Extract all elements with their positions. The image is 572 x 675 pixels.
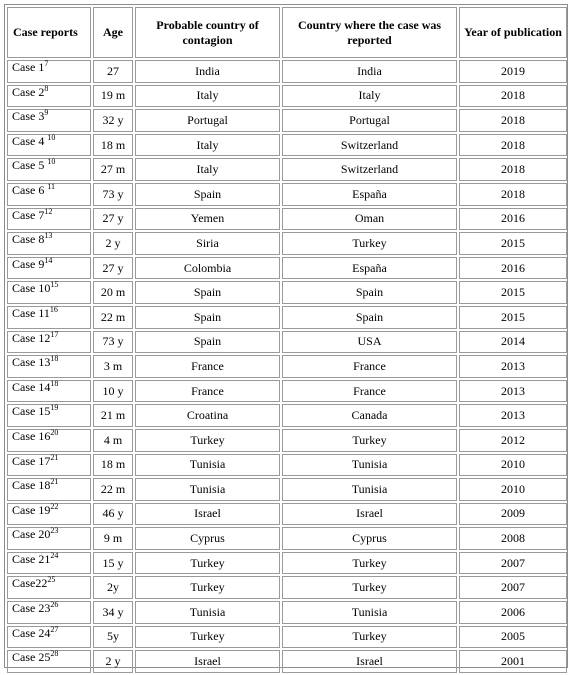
case-cell (7, 404, 91, 427)
contagion-country-cell: Italy (135, 158, 280, 181)
age-cell: 32 y (93, 109, 133, 132)
reported-country-cell: España (282, 183, 457, 206)
year-cell: 2018 (459, 134, 567, 157)
case-cell (7, 134, 91, 157)
reference-superscript: 18 (50, 378, 59, 388)
age-cell: 27 y (93, 257, 133, 280)
reported-country-cell: France (282, 380, 457, 403)
year-cell: 2014 (459, 331, 567, 354)
table-row (7, 208, 567, 231)
reference-superscript: 15 (50, 280, 59, 290)
contagion-country-cell: Turkey (135, 552, 280, 575)
contagion-country-cell: Spain (135, 183, 280, 206)
case-reports-table-frame (4, 4, 568, 668)
table-row (7, 380, 567, 403)
reference-superscript: 11 (47, 181, 56, 191)
year-cell: 2007 (459, 576, 567, 599)
case-label: Case 14 (12, 379, 51, 394)
reference-superscript: 14 (44, 255, 53, 265)
table-row (7, 355, 567, 378)
reference-superscript: 18 (50, 354, 59, 364)
table-row (7, 158, 567, 181)
header-year: Year of publication (459, 7, 567, 58)
case-cell (7, 626, 91, 649)
reference-superscript: 12 (44, 206, 53, 216)
year-cell: 2015 (459, 281, 567, 304)
year-cell: 2007 (459, 552, 567, 575)
table-row (7, 60, 567, 83)
reference-superscript: 8 (44, 83, 49, 93)
contagion-country-cell: Turkey (135, 576, 280, 599)
age-cell: 2y (93, 576, 133, 599)
contagion-country-cell: Spain (135, 306, 280, 329)
case-cell (7, 527, 91, 550)
year-cell: 2016 (459, 208, 567, 231)
case-label: Case 24 (12, 625, 51, 640)
year-cell: 2015 (459, 232, 567, 255)
case-cell (7, 257, 91, 280)
case-label: Case 25 (12, 650, 51, 665)
contagion-country-cell: Italy (135, 85, 280, 108)
case-cell (7, 576, 91, 599)
case-label: Case 8 (12, 232, 45, 247)
year-cell: 2010 (459, 454, 567, 477)
case-cell (7, 306, 91, 329)
case-cell (7, 208, 91, 231)
reference-superscript: 22 (50, 501, 59, 511)
case-label: Case 19 (12, 502, 51, 517)
reference-superscript: 10 (47, 132, 56, 142)
table-row (7, 85, 567, 108)
year-cell: 2010 (459, 478, 567, 501)
reported-country-cell: Oman (282, 208, 457, 231)
age-cell: 46 y (93, 503, 133, 526)
case-label: Case 13 (12, 355, 51, 370)
reported-country-cell: Israel (282, 650, 457, 673)
reference-superscript: 28 (50, 649, 59, 659)
age-cell: 34 y (93, 601, 133, 624)
contagion-country-cell: Tunisia (135, 601, 280, 624)
table-row (7, 281, 567, 304)
contagion-country-cell: Italy (135, 134, 280, 157)
contagion-country-cell: France (135, 380, 280, 403)
reference-superscript: 26 (50, 600, 59, 610)
year-cell: 2018 (459, 158, 567, 181)
case-label: Case 12 (12, 330, 51, 345)
year-cell: 2001 (459, 650, 567, 673)
reference-superscript: 21 (50, 477, 59, 487)
reported-country-cell: Portugal (282, 109, 457, 132)
table-row (7, 478, 567, 501)
year-cell: 2016 (459, 257, 567, 280)
case-cell (7, 478, 91, 501)
age-cell: 73 y (93, 183, 133, 206)
case-label: Case 4 (12, 133, 48, 148)
reported-country-cell: France (282, 355, 457, 378)
year-cell: 2018 (459, 183, 567, 206)
table-row (7, 331, 567, 354)
age-cell: 27 y (93, 208, 133, 231)
age-cell: 5y (93, 626, 133, 649)
case-label: Case22 (12, 576, 48, 591)
contagion-country-cell: Israel (135, 503, 280, 526)
table-row (7, 650, 567, 673)
year-cell: 2019 (459, 60, 567, 83)
age-cell: 9 m (93, 527, 133, 550)
reported-country-cell: USA (282, 331, 457, 354)
table-row (7, 527, 567, 550)
table-row (7, 503, 567, 526)
reference-superscript: 25 (47, 575, 56, 585)
reported-country-cell: Tunisia (282, 478, 457, 501)
reported-country-cell: Israel (282, 503, 457, 526)
table-row (7, 429, 567, 452)
contagion-country-cell: Spain (135, 331, 280, 354)
case-cell (7, 355, 91, 378)
case-label: Case 10 (12, 281, 51, 296)
case-cell (7, 503, 91, 526)
case-label: Case 6 (12, 182, 48, 197)
contagion-country-cell: Turkey (135, 626, 280, 649)
reported-country-cell: Turkey (282, 576, 457, 599)
table-row (7, 232, 567, 255)
reported-country-cell: España (282, 257, 457, 280)
reported-country-cell: Canada (282, 404, 457, 427)
table-row (7, 626, 567, 649)
year-cell: 2015 (459, 306, 567, 329)
age-cell: 15 y (93, 552, 133, 575)
table-body (7, 60, 567, 673)
contagion-country-cell: Croatina (135, 404, 280, 427)
case-label: Case 11 (12, 305, 50, 320)
contagion-country-cell: Colombia (135, 257, 280, 280)
age-cell: 73 y (93, 331, 133, 354)
contagion-country-cell: India (135, 60, 280, 83)
year-cell: 2006 (459, 601, 567, 624)
table-row (7, 306, 567, 329)
case-cell (7, 601, 91, 624)
age-cell: 10 y (93, 380, 133, 403)
year-cell: 2013 (459, 355, 567, 378)
case-cell (7, 232, 91, 255)
year-cell: 2008 (459, 527, 567, 550)
case-label: Case 18 (12, 478, 51, 493)
case-cell (7, 281, 91, 304)
contagion-country-cell: Tunisia (135, 454, 280, 477)
contagion-country-cell: Israel (135, 650, 280, 673)
reported-country-cell: Spain (282, 281, 457, 304)
reported-country-cell: Tunisia (282, 454, 457, 477)
reported-country-cell: Turkey (282, 429, 457, 452)
reference-superscript: 10 (47, 157, 56, 167)
age-cell: 22 m (93, 478, 133, 501)
year-cell: 2005 (459, 626, 567, 649)
year-cell: 2012 (459, 429, 567, 452)
case-label: Case 5 (12, 158, 48, 173)
age-cell: 20 m (93, 281, 133, 304)
contagion-country-cell: France (135, 355, 280, 378)
case-cell (7, 429, 91, 452)
header-country-reported: Country where the case was reported (282, 7, 457, 58)
case-cell (7, 552, 91, 575)
reference-superscript: 13 (44, 231, 53, 241)
age-cell: 2 y (93, 650, 133, 673)
table-row (7, 404, 567, 427)
case-cell (7, 109, 91, 132)
case-label: Case 20 (12, 527, 51, 542)
case-label: Case 1 (12, 60, 45, 74)
reference-superscript: 23 (50, 526, 59, 536)
case-label: Case 3 (12, 109, 45, 124)
contagion-country-cell: Spain (135, 281, 280, 304)
age-cell: 27 m (93, 158, 133, 181)
case-cell (7, 331, 91, 354)
case-cell (7, 183, 91, 206)
case-label: Case 7 (12, 207, 45, 222)
case-cell (7, 650, 91, 673)
reported-country-cell: Spain (282, 306, 457, 329)
reference-superscript: 21 (50, 452, 59, 462)
case-cell (7, 380, 91, 403)
reported-country-cell: Turkey (282, 232, 457, 255)
reported-country-cell: Tunisia (282, 601, 457, 624)
table-row (7, 109, 567, 132)
contagion-country-cell: Portugal (135, 109, 280, 132)
case-cell (7, 60, 91, 83)
reference-superscript: 9 (44, 108, 49, 118)
header-age: Age (93, 7, 133, 58)
reference-superscript: 16 (49, 304, 58, 314)
case-label: Case 21 (12, 551, 51, 566)
age-cell: 21 m (93, 404, 133, 427)
age-cell: 18 m (93, 134, 133, 157)
reported-country-cell: Cyprus (282, 527, 457, 550)
contagion-country-cell: Siria (135, 232, 280, 255)
table-row (7, 576, 567, 599)
reported-country-cell: Switzerland (282, 158, 457, 181)
reported-country-cell: Italy (282, 85, 457, 108)
case-label: Case 15 (12, 404, 51, 419)
case-label: Case 2 (12, 84, 45, 99)
table-row (7, 454, 567, 477)
case-cell (7, 85, 91, 108)
table-row (7, 552, 567, 575)
reported-country-cell: Turkey (282, 552, 457, 575)
table-header-row (7, 7, 567, 58)
case-label: Case 17 (12, 453, 51, 468)
reference-superscript: 7 (44, 59, 49, 68)
age-cell: 4 m (93, 429, 133, 452)
age-cell: 2 y (93, 232, 133, 255)
age-cell: 22 m (93, 306, 133, 329)
year-cell: 2013 (459, 380, 567, 403)
case-label: Case 23 (12, 601, 51, 616)
contagion-country-cell: Cyprus (135, 527, 280, 550)
age-cell: 19 m (93, 85, 133, 108)
reference-superscript: 19 (50, 403, 59, 413)
case-label: Case 9 (12, 256, 45, 271)
year-cell: 2018 (459, 85, 567, 108)
table-row (7, 183, 567, 206)
reference-superscript: 24 (50, 550, 59, 560)
year-cell: 2009 (459, 503, 567, 526)
year-cell: 2013 (459, 404, 567, 427)
header-case-reports: Case reports (7, 7, 91, 58)
table-row (7, 601, 567, 624)
contagion-country-cell: Tunisia (135, 478, 280, 501)
reported-country-cell: India (282, 60, 457, 83)
reference-superscript: 27 (50, 624, 59, 634)
age-cell: 18 m (93, 454, 133, 477)
contagion-country-cell: Turkey (135, 429, 280, 452)
reference-superscript: 17 (50, 329, 59, 339)
case-reports-table (5, 5, 569, 675)
year-cell: 2018 (459, 109, 567, 132)
age-cell: 3 m (93, 355, 133, 378)
case-cell (7, 158, 91, 181)
header-probable-country: Probable country of contagion (135, 7, 280, 58)
table-row (7, 257, 567, 280)
table-row (7, 134, 567, 157)
age-cell: 27 (93, 60, 133, 83)
reported-country-cell: Turkey (282, 626, 457, 649)
reference-superscript: 20 (50, 427, 59, 437)
reported-country-cell: Switzerland (282, 134, 457, 157)
contagion-country-cell: Yemen (135, 208, 280, 231)
case-cell (7, 454, 91, 477)
case-label: Case 16 (12, 428, 51, 443)
